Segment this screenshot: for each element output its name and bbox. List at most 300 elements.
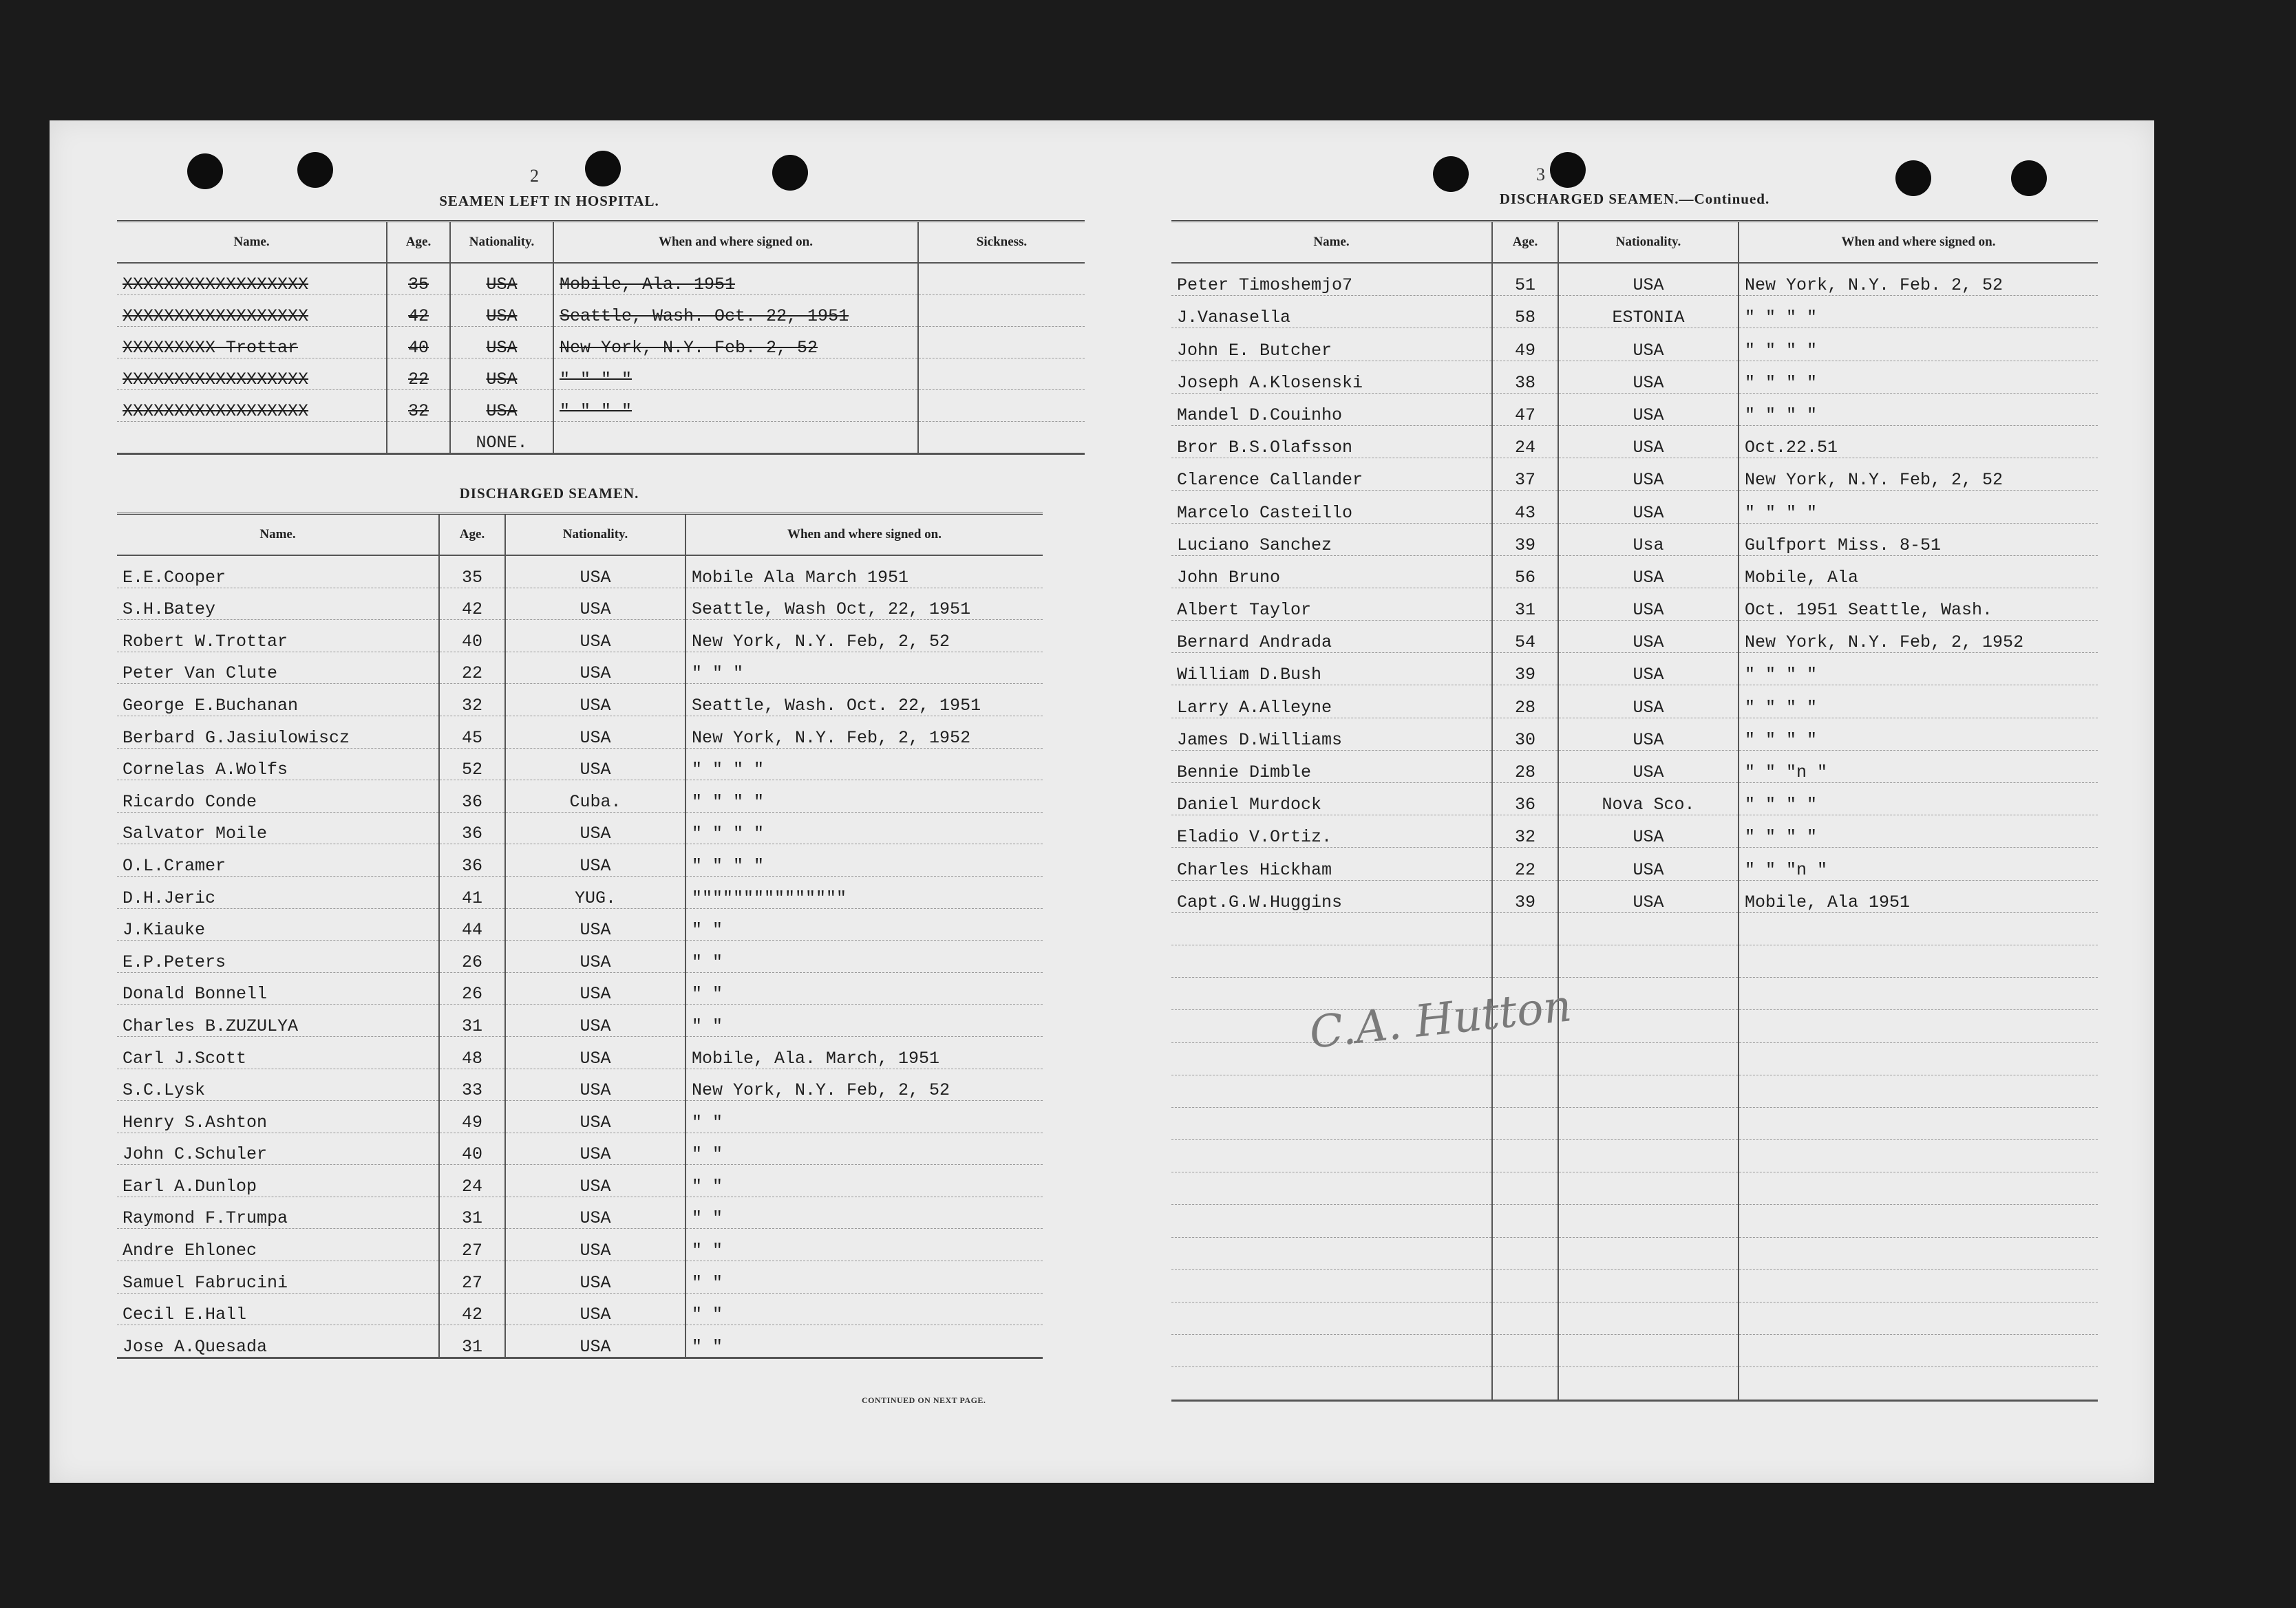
name-cell: Bernard Andrada	[1171, 621, 1492, 653]
signed-on-cell: " " " "	[685, 780, 1043, 813]
discharged-section-title: DISCHARGED SEAMEN.	[459, 485, 639, 502]
nationality-cell: USA	[450, 327, 553, 358]
age-cell: 33	[439, 1069, 505, 1101]
nationality-cell: USA	[1558, 621, 1739, 653]
nationality-cell: USA	[505, 652, 685, 684]
column-header: Nationality.	[505, 514, 685, 556]
name-cell: George E.Buchanan	[117, 684, 439, 716]
table-row	[117, 941, 1043, 973]
table-row	[117, 1101, 1043, 1133]
table-row	[1171, 685, 2098, 718]
signed-on-cell	[1739, 1010, 2098, 1042]
age-cell: 52	[439, 748, 505, 780]
name-cell: Ricardo Conde	[117, 780, 439, 813]
signed-on-cell: New York, N.Y. Feb. 2, 52	[553, 327, 918, 358]
nationality-cell: Usa	[1558, 523, 1739, 555]
column-header: When and where signed on.	[1739, 222, 2098, 264]
table-row	[117, 908, 1043, 941]
nationality-cell	[1558, 1367, 1739, 1400]
nationality-cell: USA	[505, 1229, 685, 1261]
nationality-cell: USA	[450, 263, 553, 295]
age-cell: 26	[439, 972, 505, 1005]
table-row	[117, 972, 1043, 1005]
name-cell: Mandel D.Couinho	[1171, 393, 1492, 425]
table-row	[117, 555, 1043, 588]
sickness-cell	[918, 295, 1085, 327]
nationality-cell: USA	[505, 1261, 685, 1294]
name-cell: John E. Butcher	[1171, 328, 1492, 361]
signed-on-cell: " "	[685, 1165, 1043, 1197]
table-row	[1171, 978, 2098, 1010]
signed-on-cell	[1739, 1172, 2098, 1205]
name-cell: Luciano Sanchez	[1171, 523, 1492, 555]
signed-on-cell: " " " "	[685, 812, 1043, 844]
nationality-cell: USA	[505, 555, 685, 588]
table-row	[1171, 912, 2098, 945]
age-cell: 40	[439, 1133, 505, 1165]
age-cell: 24	[1492, 425, 1558, 458]
nationality-cell	[1558, 1205, 1739, 1237]
signature: C.A. Hutton	[1307, 980, 1574, 1059]
name-cell: J.Vanasella	[1171, 296, 1492, 328]
table-row	[1171, 1042, 2098, 1075]
sickness-cell	[918, 327, 1085, 358]
signed-on-cell	[1739, 978, 2098, 1010]
table-row	[1171, 491, 2098, 523]
nationality-cell	[1558, 945, 1739, 977]
discharged-continued-header	[1171, 222, 2098, 264]
table-row	[1171, 1172, 2098, 1205]
table-row	[1171, 555, 2098, 588]
hospital-table-header	[117, 222, 1085, 264]
nationality-cell: USA	[1558, 815, 1739, 848]
signed-on-cell: " " " "	[553, 358, 918, 390]
column-header: Nationality.	[450, 222, 553, 264]
column-header: Name.	[1171, 222, 1492, 264]
nationality-cell	[1558, 1140, 1739, 1172]
signed-on-cell: New York, N.Y. Feb. 2, 52	[1739, 263, 2098, 296]
age-cell: 58	[1492, 296, 1558, 328]
name-cell	[1171, 1367, 1492, 1400]
age-cell: 44	[439, 908, 505, 941]
table-cell	[387, 422, 450, 454]
name-cell	[1171, 1269, 1492, 1302]
age-cell: 39	[1492, 523, 1558, 555]
age-cell: 51	[1492, 263, 1558, 296]
name-cell: Andre Ehlonec	[117, 1229, 439, 1261]
nationality-cell: USA	[1558, 393, 1739, 425]
age-cell: 45	[439, 716, 505, 748]
name-cell: Robert W.Trottar	[117, 620, 439, 652]
table-row	[117, 422, 1085, 454]
table-row	[1171, 880, 2098, 912]
nationality-cell: USA	[505, 908, 685, 941]
table-row	[117, 295, 1085, 327]
age-cell: 38	[1492, 361, 1558, 393]
nationality-cell: USA	[505, 1293, 685, 1325]
signed-on-cell: Seattle, Wash Oct, 22, 1951	[685, 588, 1043, 620]
name-cell: Donald Bonnell	[117, 972, 439, 1005]
age-cell: 32	[439, 684, 505, 716]
table-row	[1171, 1269, 2098, 1302]
signed-on-cell	[1739, 945, 2098, 977]
age-cell: 42	[439, 588, 505, 620]
name-cell: Berbard G.Jasiulowiscz	[117, 716, 439, 748]
nationality-cell	[1558, 1042, 1739, 1075]
name-cell: Clarence Callander	[1171, 458, 1492, 491]
name-cell: Carl J.Scott	[117, 1036, 439, 1069]
column-header: Nationality.	[1558, 222, 1739, 264]
nationality-cell: USA	[505, 1005, 685, 1037]
signed-on-cell: " " " "	[1739, 783, 2098, 815]
signed-on-cell: " "	[685, 1101, 1043, 1133]
age-cell: 22	[439, 652, 505, 684]
table-row	[1171, 361, 2098, 393]
table-row	[1171, 1075, 2098, 1107]
age-cell	[1492, 1205, 1558, 1237]
signed-on-cell: Mobile, Ala. 1951	[553, 263, 918, 295]
nationality-cell: USA	[450, 358, 553, 390]
signed-on-cell: " "	[685, 1005, 1043, 1037]
nationality-cell: USA	[1558, 653, 1739, 685]
name-cell	[1171, 1335, 1492, 1367]
table-row	[117, 684, 1043, 716]
table-row	[117, 327, 1085, 358]
table-row	[1171, 1107, 2098, 1139]
signed-on-cell: New York, N.Y. Feb, 2, 1952	[685, 716, 1043, 748]
nationality-cell	[1558, 1010, 1739, 1042]
table-row	[117, 1005, 1043, 1037]
name-cell: Henry S.Ashton	[117, 1101, 439, 1133]
name-cell: Bror B.S.Olafsson	[1171, 425, 1492, 458]
table-row	[1171, 1237, 2098, 1269]
age-cell: 31	[439, 1325, 505, 1358]
age-cell: 36	[439, 780, 505, 813]
table-row	[1171, 393, 2098, 425]
signed-on-cell: " " " "	[685, 844, 1043, 877]
nationality-cell: USA	[505, 1133, 685, 1165]
signed-on-cell	[1739, 912, 2098, 945]
age-cell: 49	[1492, 328, 1558, 361]
signed-on-cell: Mobile, Ala	[1739, 555, 2098, 588]
signed-on-cell: """""""""""""""	[685, 876, 1043, 908]
nationality-cell: USA	[505, 684, 685, 716]
age-cell: 36	[439, 844, 505, 877]
signed-on-cell: " "	[685, 1293, 1043, 1325]
right-section-title: DISCHARGED SEAMEN.—Continued.	[1499, 191, 1770, 207]
nationality-cell	[1558, 1303, 1739, 1335]
nationality-cell: USA	[505, 716, 685, 748]
signed-on-cell: " " " "	[685, 748, 1043, 780]
age-cell: 32	[387, 390, 450, 422]
age-cell: 43	[1492, 491, 1558, 523]
age-cell: 41	[439, 876, 505, 908]
age-cell: 35	[439, 555, 505, 588]
signed-on-cell: " "	[685, 1325, 1043, 1358]
table-row	[117, 1069, 1043, 1101]
name-cell	[1171, 1205, 1492, 1237]
table-row	[1171, 750, 2098, 782]
signed-on-cell: " " " "	[1739, 815, 2098, 848]
table-row	[1171, 783, 2098, 815]
signed-on-cell: Oct. 1951 Seattle, Wash.	[1739, 588, 2098, 620]
table-row	[1171, 718, 2098, 750]
name-cell: Albert Taylor	[1171, 588, 1492, 620]
name-cell: XXXXXXXXXXXXXXXXXX	[117, 263, 387, 295]
nationality-cell: USA	[1558, 718, 1739, 750]
age-cell	[1492, 945, 1558, 977]
name-cell: XXXXXXXXXXXXXXXXXX	[117, 358, 387, 390]
signed-on-cell: " " "	[685, 652, 1043, 684]
column-header: Age.	[439, 514, 505, 556]
table-row	[117, 652, 1043, 684]
discharged-continued-table	[1171, 220, 2098, 1402]
signed-on-cell: Oct.22.51	[1739, 425, 2098, 458]
nationality-cell	[1558, 978, 1739, 1010]
table-row	[1171, 296, 2098, 328]
table-row	[117, 1229, 1043, 1261]
nationality-cell: USA	[505, 1101, 685, 1133]
punch-hole	[1433, 156, 1469, 192]
nationality-cell	[1558, 1172, 1739, 1205]
table-row	[117, 263, 1085, 295]
table-row	[1171, 523, 2098, 555]
signed-on-cell: " " " "	[1739, 718, 2098, 750]
column-header: Age.	[1492, 222, 1558, 264]
signed-on-cell: " " " "	[1739, 685, 2098, 718]
signed-on-cell	[1739, 1140, 2098, 1172]
table-row	[1171, 425, 2098, 458]
hospital-table	[117, 220, 1085, 455]
nationality-cell	[1558, 1237, 1739, 1269]
nationality-cell: USA	[1558, 328, 1739, 361]
nationality-cell: USA	[1558, 750, 1739, 782]
nationality-cell: USA	[505, 972, 685, 1005]
name-cell: Joseph A.Klosenski	[1171, 361, 1492, 393]
signed-on-cell: " " " "	[1739, 491, 2098, 523]
table-row	[117, 876, 1043, 908]
nationality-cell: USA	[1558, 588, 1739, 620]
age-cell	[1492, 1303, 1558, 1335]
age-cell: 40	[387, 327, 450, 358]
signed-on-cell: Seattle, Wash. Oct. 22, 1951	[553, 295, 918, 327]
signed-on-cell: " " "n "	[1739, 848, 2098, 880]
age-cell	[1492, 1367, 1558, 1400]
table-row	[1171, 1303, 2098, 1335]
age-cell: 28	[1492, 685, 1558, 718]
name-cell: E.E.Cooper	[117, 555, 439, 588]
table-row	[117, 1133, 1043, 1165]
column-header: Sickness.	[918, 222, 1085, 264]
nationality-cell: USA	[505, 1165, 685, 1197]
name-cell	[1171, 1107, 1492, 1139]
name-cell	[1171, 1075, 1492, 1107]
age-cell	[1492, 912, 1558, 945]
name-cell: Capt.G.W.Huggins	[1171, 880, 1492, 912]
table-row	[117, 588, 1043, 620]
age-cell: 22	[387, 358, 450, 390]
nationality-cell: ESTONIA	[1558, 296, 1739, 328]
nationality-cell: USA	[1558, 263, 1739, 296]
table-row	[117, 1261, 1043, 1294]
punch-hole	[297, 152, 333, 188]
table-row	[117, 1325, 1043, 1358]
nationality-cell: USA	[1558, 848, 1739, 880]
signed-on-cell: " " " "	[1739, 328, 2098, 361]
name-cell	[1171, 1237, 1492, 1269]
age-cell	[1492, 1172, 1558, 1205]
nationality-cell: USA	[505, 588, 685, 620]
signed-on-cell: " " " "	[1739, 296, 2098, 328]
age-cell: 27	[439, 1261, 505, 1294]
age-cell: 31	[439, 1005, 505, 1037]
nationality-cell	[1558, 1269, 1739, 1302]
age-cell: 42	[439, 1293, 505, 1325]
signed-on-cell	[1739, 1303, 2098, 1335]
table-row	[117, 812, 1043, 844]
signed-on-cell: New York, N.Y. Feb, 2, 52	[685, 620, 1043, 652]
signed-on-cell	[1739, 1269, 2098, 1302]
signed-on-cell: " " " "	[1739, 393, 2098, 425]
column-header: When and where signed on.	[553, 222, 918, 264]
name-cell: O.L.Cramer	[117, 844, 439, 877]
table-row	[117, 1036, 1043, 1069]
signed-on-cell: " " " "	[1739, 361, 2098, 393]
age-cell: 42	[387, 295, 450, 327]
signed-on-cell	[1739, 1075, 2098, 1107]
nationality-cell: USA	[450, 390, 553, 422]
age-cell: 26	[439, 941, 505, 973]
age-cell	[1492, 1042, 1558, 1075]
name-cell: Charles Hickham	[1171, 848, 1492, 880]
column-header: Name.	[117, 514, 439, 556]
signed-on-cell: " "	[685, 1229, 1043, 1261]
name-cell	[1171, 1303, 1492, 1335]
nationality-cell: USA	[1558, 491, 1739, 523]
document-sheet	[50, 120, 2154, 1483]
name-cell: XXXXXXXXX Trottar	[117, 327, 387, 358]
name-cell: Marcelo Casteillo	[1171, 491, 1492, 523]
nationality-cell: USA	[1558, 361, 1739, 393]
nationality-cell: YUG.	[505, 876, 685, 908]
age-cell	[1492, 1107, 1558, 1139]
table-row	[117, 358, 1085, 390]
name-cell: Salvator Moile	[117, 812, 439, 844]
name-cell: Daniel Murdock	[1171, 783, 1492, 815]
age-cell: 40	[439, 620, 505, 652]
table-row	[117, 1165, 1043, 1197]
age-cell: 54	[1492, 621, 1558, 653]
age-cell	[1492, 1335, 1558, 1367]
name-cell	[1171, 1172, 1492, 1205]
table-cell	[918, 422, 1085, 454]
age-cell: 39	[1492, 880, 1558, 912]
nationality-cell: USA	[450, 295, 553, 327]
signed-on-cell: " " "n "	[1739, 750, 2098, 782]
punch-hole	[187, 153, 223, 189]
name-cell: John Bruno	[1171, 555, 1492, 588]
age-cell: 31	[439, 1197, 505, 1229]
table-row	[1171, 621, 2098, 653]
name-cell: E.P.Peters	[117, 941, 439, 973]
nationality-cell	[1558, 1075, 1739, 1107]
name-cell: Cornelas A.Wolfs	[117, 748, 439, 780]
age-cell: 30	[1492, 718, 1558, 750]
age-cell: 32	[1492, 815, 1558, 848]
punch-hole	[585, 151, 621, 186]
name-cell: Bennie Dimble	[1171, 750, 1492, 782]
age-cell: 56	[1492, 555, 1558, 588]
age-cell	[1492, 1140, 1558, 1172]
nationality-cell: USA	[1558, 685, 1739, 718]
nationality-cell: USA	[1558, 458, 1739, 491]
signed-on-cell	[1739, 1367, 2098, 1400]
table-row	[1171, 458, 2098, 491]
table-row	[117, 620, 1043, 652]
name-cell: John C.Schuler	[117, 1133, 439, 1165]
name-cell	[1171, 945, 1492, 977]
table-row	[117, 390, 1085, 422]
table-row	[117, 748, 1043, 780]
discharged-table-header	[117, 514, 1043, 556]
name-cell: S.C.Lysk	[117, 1069, 439, 1101]
name-cell: Peter Van Clute	[117, 652, 439, 684]
table-cell	[117, 422, 387, 454]
signed-on-cell: Gulfport Miss. 8-51	[1739, 523, 2098, 555]
signed-on-cell: " "	[685, 908, 1043, 941]
signed-on-cell: " "	[685, 1133, 1043, 1165]
age-cell: 47	[1492, 393, 1558, 425]
column-header: Age.	[387, 222, 450, 264]
name-cell: Earl A.Dunlop	[117, 1165, 439, 1197]
name-cell: James D.Williams	[1171, 718, 1492, 750]
name-cell	[1171, 1140, 1492, 1172]
age-cell: 36	[439, 812, 505, 844]
name-cell: Peter Timoshemjo7	[1171, 263, 1492, 296]
signed-on-cell	[1739, 1107, 2098, 1139]
nationality-cell	[1558, 1107, 1739, 1139]
age-cell: 22	[1492, 848, 1558, 880]
signed-on-cell: Mobile, Ala 1951	[1739, 880, 2098, 912]
signed-on-cell: " "	[685, 1197, 1043, 1229]
column-header: When and where signed on.	[685, 514, 1043, 556]
sickness-cell	[918, 390, 1085, 422]
name-cell: D.H.Jeric	[117, 876, 439, 908]
table-row	[117, 780, 1043, 813]
nationality-cell	[1558, 912, 1739, 945]
table-row	[1171, 653, 2098, 685]
table-row	[1171, 848, 2098, 880]
age-cell: 37	[1492, 458, 1558, 491]
signed-on-cell	[1739, 1042, 2098, 1075]
table-row	[1171, 588, 2098, 620]
signed-on-cell: New York, N.Y. Feb, 2, 1952	[1739, 621, 2098, 653]
sickness-cell	[918, 358, 1085, 390]
nationality-cell: USA	[505, 1036, 685, 1069]
nationality-cell: Cuba.	[505, 780, 685, 813]
signed-on-cell	[1739, 1205, 2098, 1237]
sickness-cell	[918, 263, 1085, 295]
discharged-table	[117, 513, 1043, 1359]
signed-on-cell: Mobile Ala March 1951	[685, 555, 1043, 588]
nationality-cell: USA	[505, 620, 685, 652]
signed-on-cell	[1739, 1335, 2098, 1367]
hospital-section-title: SEAMEN LEFT IN HOSPITAL.	[439, 193, 659, 209]
signed-on-cell: " "	[685, 972, 1043, 1005]
punch-hole	[772, 155, 808, 191]
continued-note: CONTINUED ON NEXT PAGE.	[862, 1395, 986, 1405]
name-cell: Samuel Fabrucini	[117, 1261, 439, 1294]
